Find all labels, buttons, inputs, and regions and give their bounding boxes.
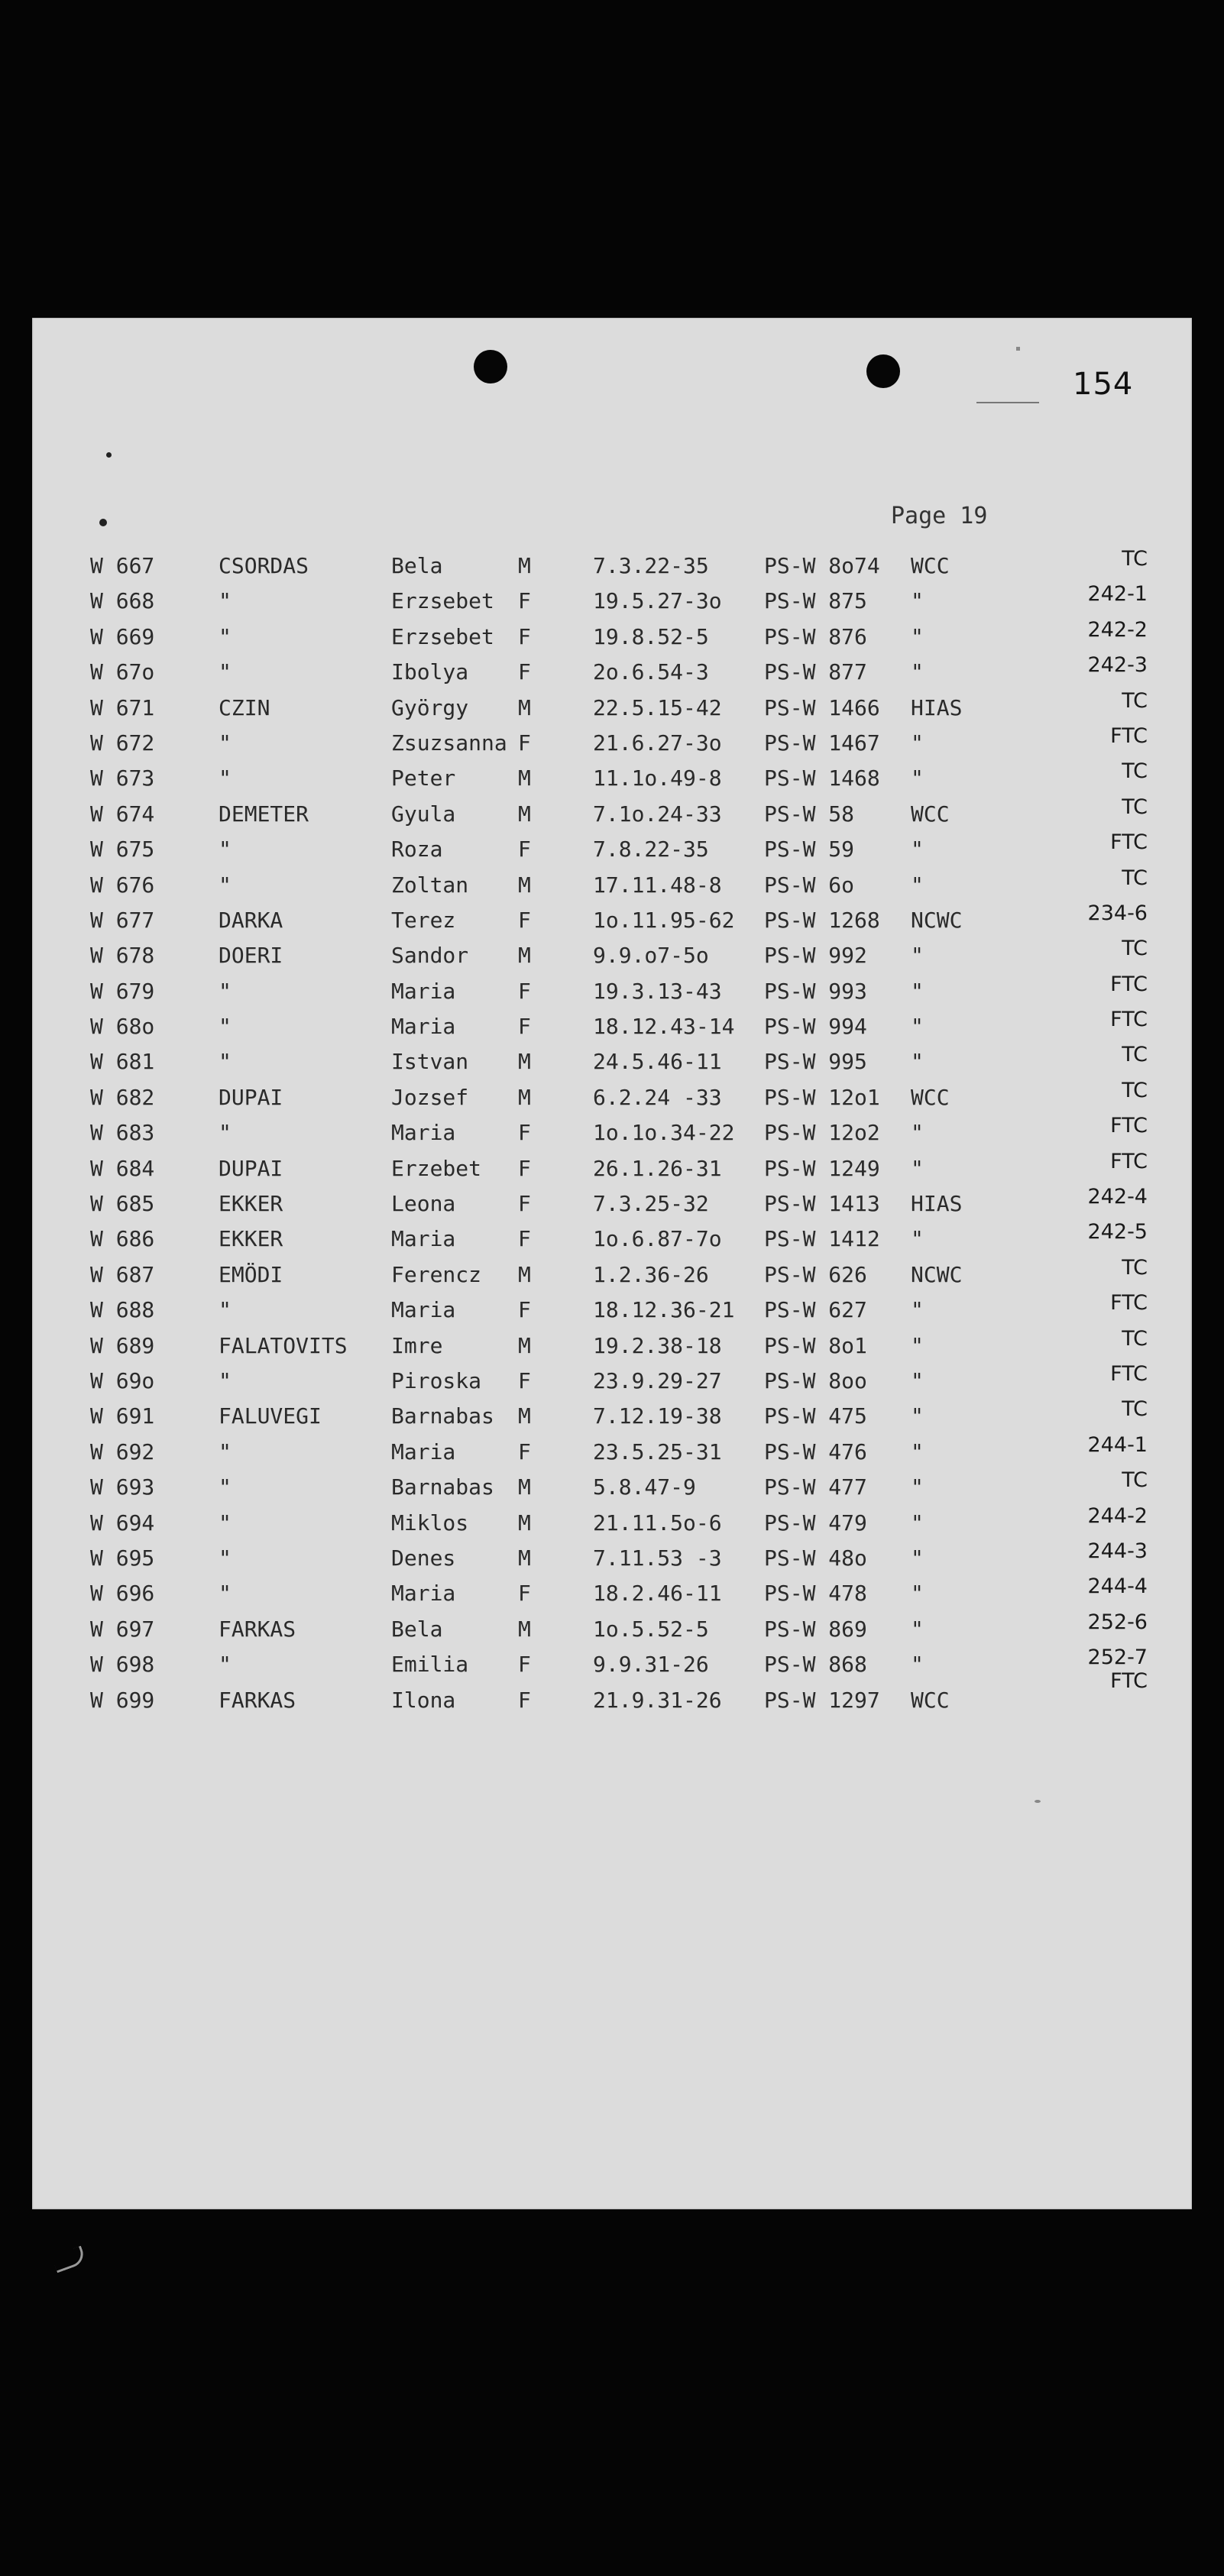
sex: F <box>518 1652 531 1678</box>
ps-number: PS-W 8o1 <box>764 1332 867 1358</box>
sex: F <box>518 1120 531 1146</box>
record-id: W 673 <box>90 765 155 791</box>
sex: F <box>518 623 531 649</box>
record-id: W 691 <box>90 1403 155 1429</box>
agency: " <box>911 623 924 649</box>
status-code: FTC <box>1110 830 1148 855</box>
status-code: FTC <box>1110 1114 1148 1138</box>
record-id: W 699 <box>90 1687 155 1713</box>
ps-number: PS-W 476 <box>764 1438 867 1464</box>
first-name: Ibolya <box>391 659 469 685</box>
surname: " <box>219 872 232 898</box>
agency: " <box>911 1581 924 1607</box>
surname: " <box>219 1120 232 1146</box>
ps-number: PS-W 1297 <box>764 1687 880 1713</box>
ps-number: PS-W 869 <box>764 1616 867 1642</box>
status-code: 242-5 <box>1087 1220 1148 1244</box>
status-code: FTC <box>1110 1291 1148 1316</box>
sex: M <box>518 1545 531 1571</box>
status-code: FTC <box>1110 1008 1148 1032</box>
record-id: W 692 <box>90 1438 155 1464</box>
date: 21.6.27-3o <box>593 730 722 756</box>
ps-number: PS-W 12o2 <box>764 1120 880 1146</box>
date: 2o.6.54-3 <box>593 659 709 685</box>
ps-number: PS-W 12o1 <box>764 1084 880 1110</box>
surname: FARKAS <box>219 1687 296 1713</box>
surname: " <box>219 730 232 756</box>
agency: " <box>911 765 924 791</box>
sex: M <box>518 1474 531 1500</box>
margin-dot <box>106 452 112 458</box>
date: 19.2.38-18 <box>593 1332 722 1358</box>
ps-number: PS-W 1412 <box>764 1226 880 1252</box>
agency: " <box>911 837 924 862</box>
date: 18.12.43-14 <box>593 1014 735 1040</box>
surname: " <box>219 1652 232 1678</box>
sex: M <box>518 1084 531 1110</box>
status-code: 244-4 <box>1087 1574 1148 1599</box>
surname: DUPAI <box>219 1155 283 1181</box>
record-id: W 677 <box>90 907 155 933</box>
agency: NCWC <box>911 907 963 933</box>
surname: " <box>219 623 232 649</box>
agency: " <box>911 1545 924 1571</box>
first-name: Emilia <box>391 1652 469 1678</box>
agency: WCC <box>911 1084 950 1110</box>
ps-number: PS-W 1413 <box>764 1191 880 1217</box>
sex: M <box>518 553 531 578</box>
record-id: W 678 <box>90 943 155 969</box>
date: 23.5.25-31 <box>593 1438 722 1464</box>
record-id: W 676 <box>90 872 155 898</box>
first-name: Barnabas <box>391 1403 494 1429</box>
first-name: Erzsebet <box>391 588 494 614</box>
ps-number: PS-W 994 <box>764 1014 867 1040</box>
date: 7.12.19-38 <box>593 1403 722 1429</box>
first-name: Ilona <box>391 1687 456 1713</box>
sex: F <box>518 1191 531 1217</box>
status-code: 242-4 <box>1087 1185 1148 1209</box>
sex: F <box>518 907 531 933</box>
status-code: FTC <box>1110 1668 1148 1693</box>
ps-number: PS-W 1467 <box>764 730 880 756</box>
agency: " <box>911 588 924 614</box>
surname: " <box>219 765 232 791</box>
sex: M <box>518 1616 531 1642</box>
sex: F <box>518 1297 531 1323</box>
record-id: W 693 <box>90 1474 155 1500</box>
sex: M <box>518 1261 531 1287</box>
first-name: Bela <box>391 553 443 578</box>
record-id: W 669 <box>90 623 155 649</box>
agency: " <box>911 1510 924 1536</box>
date: 11.1o.49-8 <box>593 765 722 791</box>
date: 19.8.52-5 <box>593 623 709 649</box>
date: 26.1.26-31 <box>593 1155 722 1181</box>
first-name: Istvan <box>391 1049 469 1075</box>
ps-number: PS-W 875 <box>764 588 867 614</box>
surname: CSORDAS <box>219 553 309 578</box>
agency: " <box>911 1438 924 1464</box>
agency: NCWC <box>911 1261 963 1287</box>
surname: FALATOVITS <box>219 1332 348 1358</box>
agency: " <box>911 1616 924 1642</box>
agency: " <box>911 1474 924 1500</box>
scratch-mark <box>1016 347 1020 351</box>
status-code: FTC <box>1110 1149 1148 1173</box>
punch-hole-left <box>474 350 507 383</box>
status-code: 234-6 <box>1087 901 1148 925</box>
ps-number: PS-W 1466 <box>764 694 880 720</box>
surname: " <box>219 1545 232 1571</box>
ps-number: PS-W 478 <box>764 1581 867 1607</box>
surname: DOERI <box>219 943 283 969</box>
sex: F <box>518 588 531 614</box>
date: 6.2.24 -33 <box>593 1084 722 1110</box>
first-name: Ferencz <box>391 1261 482 1287</box>
agency: " <box>911 1226 924 1252</box>
first-name: Erzsebet <box>391 623 494 649</box>
first-name: Maria <box>391 1438 456 1464</box>
record-id: W 679 <box>90 978 155 1004</box>
surname: " <box>219 837 232 862</box>
ps-number: PS-W 8oo <box>764 1367 867 1393</box>
surname: EKKER <box>219 1226 283 1252</box>
first-name: Gyula <box>391 801 456 827</box>
sex: F <box>518 1581 531 1607</box>
first-name: Bela <box>391 1616 443 1642</box>
surname: DUPAI <box>219 1084 283 1110</box>
record-id: W 682 <box>90 1084 155 1110</box>
record-id: W 687 <box>90 1261 155 1287</box>
ps-number: PS-W 1268 <box>764 907 880 933</box>
date: 7.3.22-35 <box>593 553 709 578</box>
page-label: Page 19 <box>891 503 988 529</box>
record-id: W 686 <box>90 1226 155 1252</box>
date: 1.2.36-26 <box>593 1261 709 1287</box>
surname: " <box>219 1510 232 1536</box>
first-name: Denes <box>391 1545 456 1571</box>
date: 5.8.47-9 <box>593 1474 696 1500</box>
record-id: W 667 <box>90 553 155 578</box>
date: 24.5.46-11 <box>593 1049 722 1075</box>
sex: M <box>518 943 531 969</box>
record-id: W 688 <box>90 1297 155 1323</box>
first-name: Maria <box>391 1120 456 1146</box>
status-code: 252-7 <box>1087 1646 1148 1670</box>
sex: F <box>518 1438 531 1464</box>
agency: " <box>911 1049 924 1075</box>
status-code: TC <box>1122 794 1148 819</box>
agency: " <box>911 1332 924 1358</box>
status-code: FTC <box>1110 1361 1148 1386</box>
status-code: 242-1 <box>1087 582 1148 607</box>
status-code: FTC <box>1110 972 1148 996</box>
first-name: Maria <box>391 978 456 1004</box>
status-code: TC <box>1122 1468 1148 1493</box>
record-id: W 69o <box>90 1367 155 1393</box>
sex: M <box>518 694 531 720</box>
page-number: 154 <box>1073 367 1134 402</box>
date: 1o.5.52-5 <box>593 1616 709 1642</box>
record-id: W 697 <box>90 1616 155 1642</box>
ps-number: PS-W 627 <box>764 1297 867 1323</box>
date: 18.2.46-11 <box>593 1581 722 1607</box>
sex: F <box>518 1687 531 1713</box>
record-id: W 671 <box>90 694 155 720</box>
record-id: W 685 <box>90 1191 155 1217</box>
ps-number: PS-W 58 <box>764 801 855 827</box>
punch-hole-right <box>866 354 900 388</box>
agency: HIAS <box>911 694 963 720</box>
ps-number: PS-W 626 <box>764 1261 867 1287</box>
first-name: Maria <box>391 1581 456 1607</box>
sex: F <box>518 1155 531 1181</box>
status-code: 252-6 <box>1087 1610 1148 1634</box>
agency: WCC <box>911 553 950 578</box>
status-code: 242-3 <box>1087 653 1148 678</box>
ps-number: PS-W 995 <box>764 1049 867 1075</box>
sex: F <box>518 978 531 1004</box>
agency: " <box>911 1367 924 1393</box>
first-name: Peter <box>391 765 456 791</box>
record-id: W 683 <box>90 1120 155 1146</box>
date: 23.9.29-27 <box>593 1367 722 1393</box>
date: 7.1o.24-33 <box>593 801 722 827</box>
record-id: W 67o <box>90 659 155 685</box>
status-code: TC <box>1122 937 1148 961</box>
status-code: TC <box>1122 1078 1148 1102</box>
sex: M <box>518 1510 531 1536</box>
status-code: 242-2 <box>1087 617 1148 642</box>
surname: " <box>219 1474 232 1500</box>
date: 19.3.13-43 <box>593 978 722 1004</box>
first-name: Zoltan <box>391 872 469 898</box>
document-page <box>32 318 1192 2209</box>
surname: " <box>219 588 232 614</box>
date: 19.5.27-3o <box>593 588 722 614</box>
first-name: György <box>391 694 469 720</box>
first-name: Sandor <box>391 943 469 969</box>
surname: EMÖDI <box>219 1261 283 1287</box>
agency: " <box>911 943 924 969</box>
surname: " <box>219 978 232 1004</box>
date: 22.5.15-42 <box>593 694 722 720</box>
date: 21.9.31-26 <box>593 1687 722 1713</box>
record-id: W 689 <box>90 1332 155 1358</box>
ps-number: PS-W 48o <box>764 1545 867 1571</box>
status-code: TC <box>1122 866 1148 890</box>
record-id: W 698 <box>90 1652 155 1678</box>
ps-number: PS-W 868 <box>764 1652 867 1678</box>
sex: F <box>518 1367 531 1393</box>
record-list <box>32 547 1192 1723</box>
sex: M <box>518 1403 531 1429</box>
date: 9.9.31-26 <box>593 1652 709 1678</box>
surname: DEMETER <box>219 801 309 827</box>
agency: " <box>911 1297 924 1323</box>
status-code: TC <box>1122 1397 1148 1422</box>
status-code: TC <box>1122 1326 1148 1351</box>
surname: FALUVEGI <box>219 1403 322 1429</box>
status-code: 244-3 <box>1087 1539 1148 1563</box>
ps-number: PS-W 1249 <box>764 1155 880 1181</box>
record-id: W 681 <box>90 1049 155 1075</box>
date: 9.9.o7-5o <box>593 943 709 969</box>
first-name: Zsuzsanna <box>391 730 507 756</box>
date: 1o.1o.34-22 <box>593 1120 735 1146</box>
first-name: Roza <box>391 837 443 862</box>
surname: DARKA <box>219 907 283 933</box>
scratch-mark <box>976 402 1039 403</box>
surname: " <box>219 1014 232 1040</box>
first-name: Miklos <box>391 1510 469 1536</box>
surname: " <box>219 659 232 685</box>
status-code: FTC <box>1110 723 1148 748</box>
date: 21.11.5o-6 <box>593 1510 722 1536</box>
first-name: Maria <box>391 1014 456 1040</box>
ps-number: PS-W 477 <box>764 1474 867 1500</box>
status-code: TC <box>1122 547 1148 571</box>
record-id: W 68o <box>90 1014 155 1040</box>
agency: " <box>911 1120 924 1146</box>
status-code: 244-1 <box>1087 1432 1148 1457</box>
first-name: Jozsef <box>391 1084 469 1110</box>
status-code: 244-2 <box>1087 1503 1148 1528</box>
ps-number: PS-W 475 <box>764 1403 867 1429</box>
record-id: W 668 <box>90 588 155 614</box>
surname: " <box>219 1049 232 1075</box>
sex: M <box>518 872 531 898</box>
agency: " <box>911 1014 924 1040</box>
first-name: Leona <box>391 1191 456 1217</box>
record-id: W 674 <box>90 801 155 827</box>
first-name: Barnabas <box>391 1474 494 1500</box>
sex: M <box>518 1332 531 1358</box>
first-name: Imre <box>391 1332 443 1358</box>
agency: " <box>911 730 924 756</box>
ps-number: PS-W 59 <box>764 837 855 862</box>
date: 1o.6.87-7o <box>593 1226 722 1252</box>
record-id: W 684 <box>90 1155 155 1181</box>
sex: F <box>518 1226 531 1252</box>
date: 18.12.36-21 <box>593 1297 735 1323</box>
margin-dot <box>99 519 107 526</box>
date: 7.11.53 -3 <box>593 1545 722 1571</box>
agency: " <box>911 659 924 685</box>
sex: F <box>518 837 531 862</box>
ps-number: PS-W 992 <box>764 943 867 969</box>
first-name: Erzebet <box>391 1155 482 1181</box>
surname: " <box>219 1367 232 1393</box>
surname: " <box>219 1438 232 1464</box>
agency: " <box>911 872 924 898</box>
status-code: TC <box>1122 759 1148 784</box>
first-name: Terez <box>391 907 456 933</box>
agency: " <box>911 1403 924 1429</box>
agency: WCC <box>911 801 950 827</box>
surname: CZIN <box>219 694 270 720</box>
margin-dot <box>1035 1800 1041 1803</box>
date: 7.8.22-35 <box>593 837 709 862</box>
record-id: W 695 <box>90 1545 155 1571</box>
agency: " <box>911 978 924 1004</box>
first-name: Piroska <box>391 1367 482 1393</box>
sex: F <box>518 659 531 685</box>
ps-number: PS-W 877 <box>764 659 867 685</box>
date: 7.3.25-32 <box>593 1191 709 1217</box>
agency: " <box>911 1652 924 1678</box>
date: 1o.11.95-62 <box>593 907 735 933</box>
sex: M <box>518 801 531 827</box>
record-id: W 672 <box>90 730 155 756</box>
status-code: TC <box>1122 688 1148 713</box>
record-id: W 694 <box>90 1510 155 1536</box>
sex: M <box>518 765 531 791</box>
ps-number: PS-W 8o74 <box>764 553 880 578</box>
agency: WCC <box>911 1687 950 1713</box>
sex: M <box>518 1049 531 1075</box>
ps-number: PS-W 6o <box>764 872 855 898</box>
surname: FARKAS <box>219 1616 296 1642</box>
sex: F <box>518 730 531 756</box>
status-code: TC <box>1122 1255 1148 1280</box>
ps-number: PS-W 1468 <box>764 765 880 791</box>
ps-number: PS-W 479 <box>764 1510 867 1536</box>
record-row <box>32 1668 1192 1723</box>
ps-number: PS-W 993 <box>764 978 867 1004</box>
status-code: TC <box>1122 1043 1148 1067</box>
date: 17.11.48-8 <box>593 872 722 898</box>
record-id: W 696 <box>90 1581 155 1607</box>
pen-mark <box>51 2246 86 2273</box>
record-id: W 675 <box>90 837 155 862</box>
first-name: Maria <box>391 1297 456 1323</box>
surname: EKKER <box>219 1191 283 1217</box>
first-name: Maria <box>391 1226 456 1252</box>
surname: " <box>219 1297 232 1323</box>
sex: F <box>518 1014 531 1040</box>
agency: " <box>911 1155 924 1181</box>
ps-number: PS-W 876 <box>764 623 867 649</box>
agency: HIAS <box>911 1191 963 1217</box>
surname: " <box>219 1581 232 1607</box>
